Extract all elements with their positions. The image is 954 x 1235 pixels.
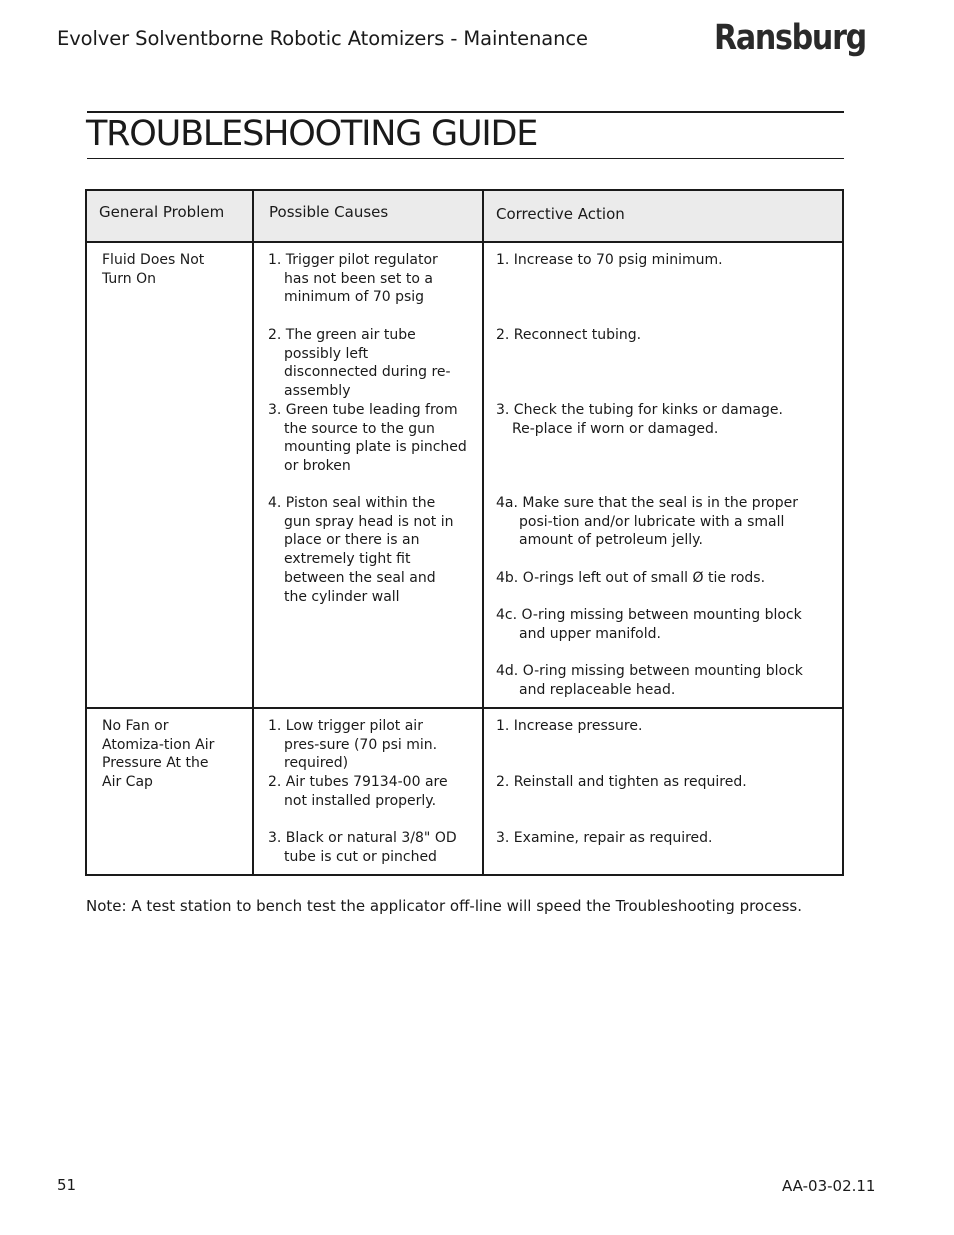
actions-cell bbox=[483, 708, 843, 875]
cause-item: 3. Black or natural 3/8" OD tube is cut or pinched bbox=[268, 830, 457, 865]
cause-item: 2. Air tubes 79134-00 are not installed properly. bbox=[268, 774, 448, 809]
action-item: 3. Check the tubing for kinks or damage. Re-place if worn or damaged. bbox=[496, 402, 783, 437]
document-header-title: Evolver Solventborne Robotic Atomizers - Maintenance bbox=[57, 27, 588, 50]
action-item: 4a. Make sure that the seal is in the proper posi-tion and/or lubricate with a small amount of petroleum jelly. bbox=[496, 495, 798, 549]
troubleshooting-table bbox=[85, 189, 844, 876]
table-row bbox=[86, 242, 843, 708]
action-item: 4d. O-ring missing between mounting block and replaceable head. bbox=[496, 663, 803, 698]
page-title: TROUBLESHOOTING GUIDE bbox=[86, 114, 538, 154]
action-item: 3. Examine, repair as required. bbox=[496, 830, 713, 846]
action-item: 1. Increase to 70 psig minimum. bbox=[496, 252, 723, 268]
action-item: 2. Reconnect tubing. bbox=[496, 327, 642, 343]
table-header-row bbox=[86, 190, 843, 242]
problem-text: Fluid Does Not Turn On bbox=[102, 252, 205, 287]
title-rule-bottom bbox=[87, 158, 844, 159]
title-rule-top bbox=[87, 111, 844, 113]
table-row bbox=[86, 708, 843, 875]
actions-cell bbox=[483, 242, 843, 708]
cause-item: 3. Green tube leading from the source to the gun mounting plate is pinched or broken bbox=[268, 402, 467, 475]
column-header-general-problem: General Problem bbox=[86, 190, 253, 242]
action-item: 1. Increase pressure. bbox=[496, 718, 643, 734]
column-header-possible-causes: Possible Causes bbox=[253, 190, 483, 242]
causes-cell bbox=[253, 708, 483, 875]
action-item: 4c. O-ring missing between mounting block and upper manifold. bbox=[496, 607, 802, 642]
cause-item: 4. Piston seal within the gun spray head is not in place or there is an extremely tight fit between the seal and the cylinder wall bbox=[268, 495, 454, 605]
problem-text: No Fan or Atomiza-tion Air Pressure At the Air Cap bbox=[102, 718, 215, 791]
document-code: AA-03-02.11 bbox=[782, 1177, 876, 1195]
note-text: Note: A test station to bench test the applicator off-line will speed the Troubleshooting process. bbox=[86, 897, 802, 915]
problem-cell bbox=[86, 708, 253, 875]
causes-cell bbox=[253, 242, 483, 708]
column-header-corrective-action: Corrective Action bbox=[483, 190, 843, 242]
action-item: 2. Reinstall and tighten as required. bbox=[496, 774, 747, 790]
page-number: 51 bbox=[57, 1176, 77, 1194]
cause-item: 1. Low trigger pilot air pres-sure (70 psi min. required) bbox=[268, 718, 438, 772]
cause-item: 1. Trigger pilot regulator has not been set to a minimum of 70 psig bbox=[268, 252, 438, 306]
cause-item: 2. The green air tube possibly left disconnected during re-assembly bbox=[268, 327, 451, 400]
ransburg-logo: Ransburg bbox=[714, 18, 866, 58]
action-item: 4b. O-rings left out of small Ø tie rods. bbox=[496, 570, 766, 586]
problem-cell bbox=[86, 242, 253, 708]
